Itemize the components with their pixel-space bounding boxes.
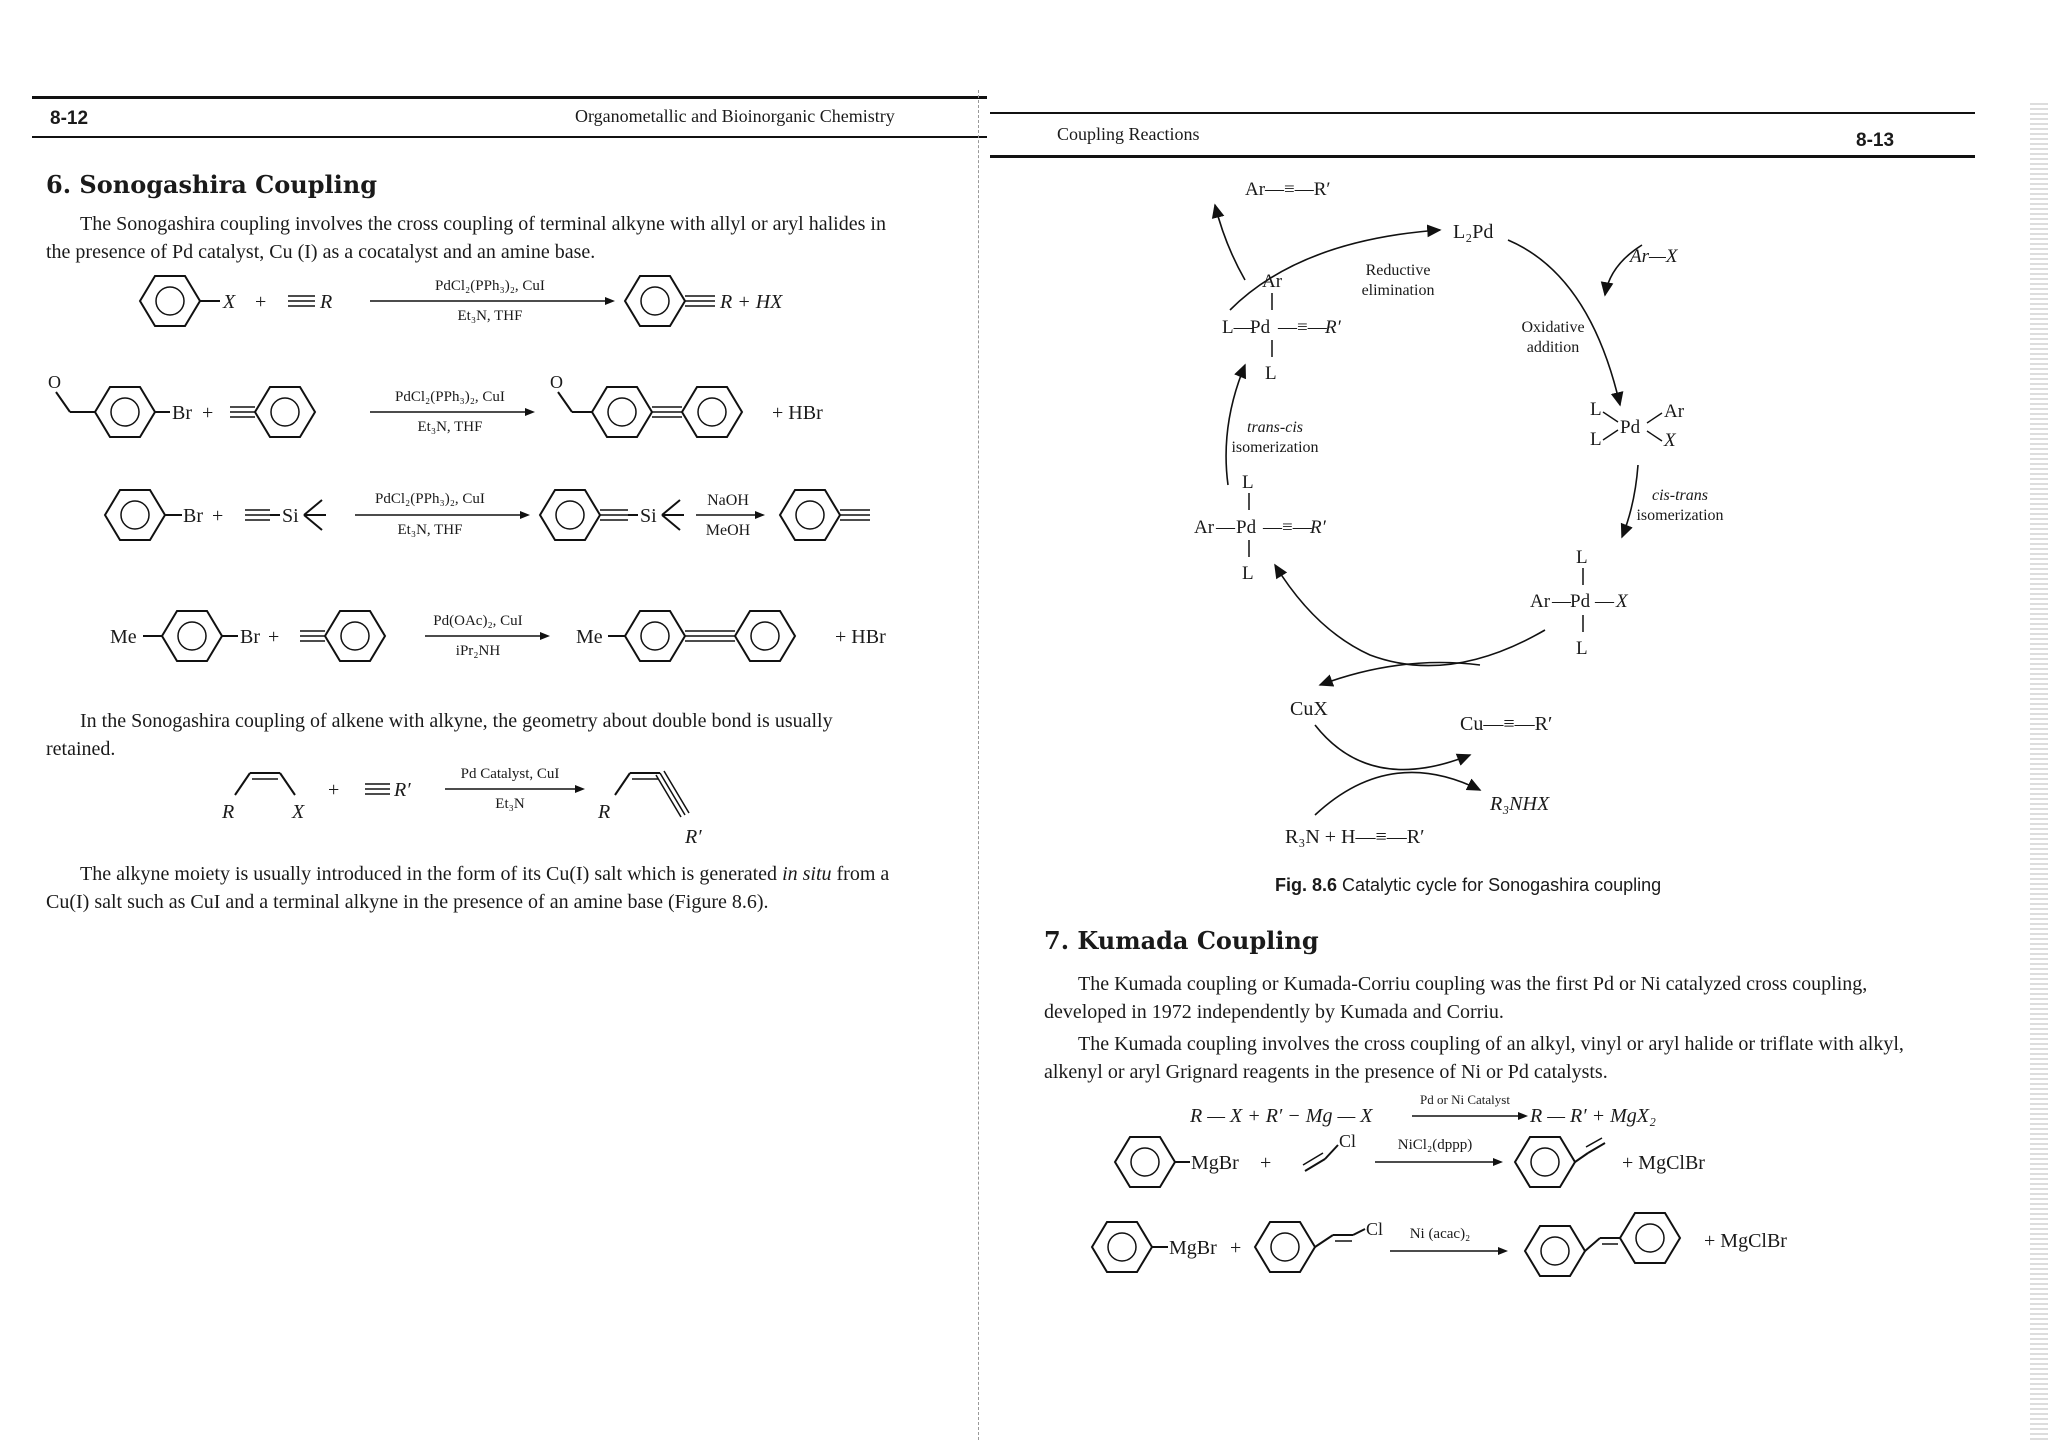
reaction-scheme-1 bbox=[120, 268, 800, 338]
reaction-scheme-4 bbox=[100, 600, 920, 675]
r-label: R bbox=[598, 801, 611, 823]
x-label: X bbox=[292, 801, 305, 823]
svg-text:elimination: elimination bbox=[1361, 282, 1435, 299]
grignard-label: MgBr bbox=[1191, 1152, 1239, 1174]
svg-text:—≡—: —≡— bbox=[1263, 517, 1312, 538]
svg-text:+: + bbox=[255, 291, 267, 313]
reagent-top: PdCl₂(PPh₃)₂, CuI bbox=[375, 491, 485, 507]
cu-alkyne-label: Cu—≡—R′ bbox=[1460, 713, 1553, 735]
svg-text:isomerization: isomerization bbox=[1636, 507, 1724, 524]
product-release-arrow bbox=[1215, 205, 1245, 280]
svg-text:+: + bbox=[268, 626, 280, 648]
reagent-top: Pd(OAc)₂, CuI bbox=[433, 613, 523, 629]
svg-text:R′: R′ bbox=[1310, 517, 1326, 538]
svg-text:L: L bbox=[1590, 399, 1602, 420]
cis-trans-label: cis-trans bbox=[1652, 487, 1708, 504]
kumada-reaction-1 bbox=[1110, 1125, 1710, 1200]
benzene-ring bbox=[325, 611, 385, 661]
svg-text:L: L bbox=[1265, 363, 1277, 384]
kumada-paragraph-1: The Kumada coupling or Kumada-Corriu coupling was the first Pd or Ni catalyzed cross coupling, developed in 1972 independently by Kumada and Corriu. bbox=[1044, 973, 1868, 1023]
svg-text:+: + bbox=[328, 779, 340, 801]
svg-text:Ar: Ar bbox=[1530, 591, 1551, 612]
alkene-paragraph: In the Sonogashira coupling of alkene with alkyne, the geometry about double bond is usually retained. bbox=[46, 710, 833, 760]
reaction-scheme-3 bbox=[100, 478, 900, 558]
equation-reagent: Pd or Ni Catalyst bbox=[1420, 1092, 1510, 1107]
oxidative-addition-label: Oxidative bbox=[1521, 319, 1585, 336]
catalyst-label: Ni (acac)₂ bbox=[1409, 1226, 1471, 1242]
svg-text:+: + bbox=[212, 505, 224, 527]
header-rule-top bbox=[32, 96, 987, 99]
benzene-ring bbox=[625, 611, 685, 661]
benzene-ring bbox=[682, 387, 742, 437]
benzene-ring bbox=[162, 611, 222, 661]
figure-label: Fig. 8.6 bbox=[1275, 875, 1338, 895]
reagent-top: PdCl₂(PPh₃)₂, CuI bbox=[435, 278, 545, 294]
byproduct-label: + MgClBr bbox=[1704, 1230, 1787, 1252]
reagent-bottom: Et₃N bbox=[495, 796, 525, 812]
benzene-ring bbox=[540, 490, 600, 540]
triple-bond bbox=[365, 784, 390, 794]
kumada-reaction-2 bbox=[1090, 1205, 1810, 1290]
reagent2-bottom: MeOH bbox=[705, 522, 751, 539]
triple-bond bbox=[600, 510, 628, 520]
running-header: Coupling Reactions bbox=[1057, 124, 1200, 144]
pd-center: Pd bbox=[1570, 591, 1591, 612]
reagent-top: PdCl₂(PPh₃)₂, CuI bbox=[395, 389, 505, 405]
svg-text:L—: L— bbox=[1222, 317, 1253, 338]
svg-text:L: L bbox=[1242, 563, 1254, 584]
header-rule-top bbox=[990, 112, 1975, 114]
byproduct-label: + HBr bbox=[772, 402, 823, 424]
benzene-ring bbox=[1620, 1213, 1680, 1263]
page-gutter bbox=[978, 90, 980, 1440]
r-prime-label: R′ bbox=[685, 826, 702, 848]
triple-bond bbox=[245, 510, 270, 520]
svg-text:L: L bbox=[1590, 429, 1602, 450]
book-edge bbox=[2030, 100, 2048, 1440]
benzene-ring bbox=[780, 490, 840, 540]
triple-bond bbox=[840, 510, 870, 520]
triple-bond bbox=[288, 296, 315, 306]
grignard-label: MgBr bbox=[1169, 1237, 1217, 1259]
cis-trans-arrow bbox=[1622, 465, 1638, 537]
pd-center: Pd bbox=[1236, 517, 1257, 538]
triple-bond bbox=[685, 631, 735, 641]
page-number: 8-12 bbox=[50, 108, 89, 129]
chloride-label: Cl bbox=[1339, 1131, 1357, 1151]
benzene-ring bbox=[1525, 1226, 1585, 1276]
svg-text:+: + bbox=[1230, 1237, 1242, 1259]
reductive-elimination-label: Reductive bbox=[1365, 262, 1431, 279]
deprotonation-arrow bbox=[1315, 772, 1480, 815]
benzene-ring bbox=[1092, 1222, 1152, 1272]
pd-center: Pd bbox=[1620, 417, 1641, 438]
svg-text:+: + bbox=[1260, 1152, 1272, 1174]
triple-bond bbox=[230, 407, 255, 417]
amine-alkyne-label: R₃N + H—≡—R′ bbox=[1285, 826, 1425, 848]
trans-cis-label: trans-cis bbox=[1247, 419, 1303, 436]
benzene-ring bbox=[735, 611, 795, 661]
svg-text:L: L bbox=[1576, 547, 1588, 568]
reagent2-top: NaOH bbox=[707, 492, 749, 509]
reaction-scheme-2 bbox=[40, 368, 860, 448]
benzene-ring bbox=[592, 387, 652, 437]
closing-text-1: The alkyne moiety is usually introduced in the form of its Cu(I) salt which is generated bbox=[80, 863, 778, 885]
methyl-label: Me bbox=[576, 626, 603, 648]
intro-paragraph: The Sonogashira coupling involves the cross coupling of terminal alkyne with allyl or aryl halides in the presence of Pd catalyst, Cu (I) as a cocatalyst and an amine base. bbox=[46, 213, 886, 263]
cu-acetylide-arrow bbox=[1315, 725, 1470, 770]
svg-text:—: — bbox=[1595, 591, 1614, 612]
chloride-label: Cl bbox=[1366, 1219, 1384, 1239]
benzene-ring bbox=[1515, 1137, 1575, 1187]
svg-text:X: X bbox=[1616, 591, 1628, 612]
figure-caption bbox=[1275, 875, 1661, 896]
triple-bond bbox=[300, 631, 325, 641]
svg-text:L: L bbox=[1242, 472, 1254, 493]
silyl-label: Si bbox=[640, 505, 657, 527]
equation-rhs: R — R′ + MgX₂ bbox=[1530, 1105, 1656, 1127]
benzene-ring bbox=[105, 490, 165, 540]
bromide-label: Br bbox=[183, 505, 203, 527]
triple-bond bbox=[685, 296, 715, 306]
svg-text:addition: addition bbox=[1526, 339, 1580, 356]
kumada-paragraph-2: The Kumada coupling involves the cross coupling of an alkyl, vinyl or aryl halide or triflate with alkyl, alkenyl or aryl Grignard reagents in the presence of Ni or Pd catalysts. bbox=[1044, 1033, 1904, 1083]
running-header: Organometallic and Bioinorganic Chemistry bbox=[575, 106, 895, 126]
svg-text:+: + bbox=[202, 402, 214, 424]
closing-text-2: from a Cu(I) salt such as CuI and a terminal alkyne in the presence of an amine base (Figure 8.6). bbox=[46, 863, 890, 913]
closing-text-italic: in situ bbox=[782, 863, 832, 885]
svg-text:O: O bbox=[48, 372, 61, 392]
bromide-label: Br bbox=[240, 626, 260, 648]
svg-text:—: — bbox=[1552, 591, 1571, 612]
svg-text:X: X bbox=[1664, 430, 1676, 451]
section-title: 7. Kumada Coupling bbox=[1044, 926, 1319, 955]
catalyst-label: L₂Pd bbox=[1453, 221, 1494, 243]
header-rule-bottom bbox=[32, 136, 987, 138]
section-title: 6. Sonogashira Coupling bbox=[46, 170, 377, 199]
trans-cis-arrow bbox=[1226, 365, 1245, 485]
product-label: R + HX bbox=[720, 291, 783, 313]
byproduct-label: + HBr bbox=[835, 626, 886, 648]
benzene-ring bbox=[1115, 1137, 1175, 1187]
header-rule-bottom bbox=[990, 155, 1975, 158]
svg-text:—: — bbox=[1216, 517, 1235, 538]
reagent-bottom: Et₃N, THF bbox=[457, 308, 523, 324]
r-label: R bbox=[320, 291, 333, 313]
closing-paragraph bbox=[46, 860, 906, 916]
benzene-ring bbox=[625, 276, 685, 326]
r3nhx-label: R₃NHX bbox=[1490, 793, 1550, 815]
right-page bbox=[990, 0, 2048, 1447]
catalyst-label: NiCl₂(dppp) bbox=[1397, 1137, 1473, 1153]
page-number: 8-13 bbox=[1856, 130, 1895, 151]
benzene-ring bbox=[255, 387, 315, 437]
transmetalation-arrow bbox=[1275, 565, 1545, 666]
svg-text:R′: R′ bbox=[1325, 317, 1341, 338]
svg-text:isomerization: isomerization bbox=[1231, 439, 1319, 456]
svg-text:Ar: Ar bbox=[1194, 517, 1215, 538]
triple-bond bbox=[652, 407, 682, 417]
cux-label: CuX bbox=[1290, 698, 1328, 720]
figure-caption-text: Catalytic cycle for Sonogashira coupling bbox=[1342, 875, 1662, 895]
silyl-label: Si bbox=[282, 505, 299, 527]
benzene-ring bbox=[1255, 1222, 1315, 1272]
reagent-bottom: iPr₂NH bbox=[455, 643, 501, 659]
left-page bbox=[0, 0, 990, 1447]
reagent-bottom: Et₃N, THF bbox=[417, 419, 483, 435]
methyl-label: Me bbox=[110, 626, 137, 648]
reagent-bottom: Et₃N, THF bbox=[397, 522, 463, 538]
equation-lhs: R — X + R′ − Mg — X bbox=[1190, 1105, 1373, 1127]
svg-text:Ar: Ar bbox=[1664, 401, 1685, 422]
svg-text:L: L bbox=[1576, 638, 1588, 659]
reagent-top: Pd Catalyst, CuI bbox=[460, 766, 560, 782]
product-label: Ar—≡—R′ bbox=[1245, 179, 1331, 200]
halide-label: X bbox=[223, 291, 236, 313]
benzene-ring bbox=[95, 387, 155, 437]
cu-release-arrow bbox=[1320, 663, 1480, 686]
bromide-label: Br bbox=[172, 402, 192, 424]
byproduct-label: + MgClBr bbox=[1622, 1152, 1705, 1174]
svg-text:—≡—: —≡— bbox=[1278, 317, 1327, 338]
ar-x-label: Ar—X bbox=[1630, 246, 1678, 267]
alkene-reaction-scheme bbox=[210, 760, 770, 855]
svg-text:O: O bbox=[550, 372, 563, 392]
r-label: R bbox=[222, 801, 235, 823]
svg-text:Ar: Ar bbox=[1262, 271, 1283, 292]
benzene-ring bbox=[140, 276, 200, 326]
pd-center: Pd bbox=[1250, 317, 1271, 338]
sonogashira-catalytic-cycle bbox=[1150, 165, 1770, 865]
r-prime-label: R′ bbox=[394, 779, 411, 801]
